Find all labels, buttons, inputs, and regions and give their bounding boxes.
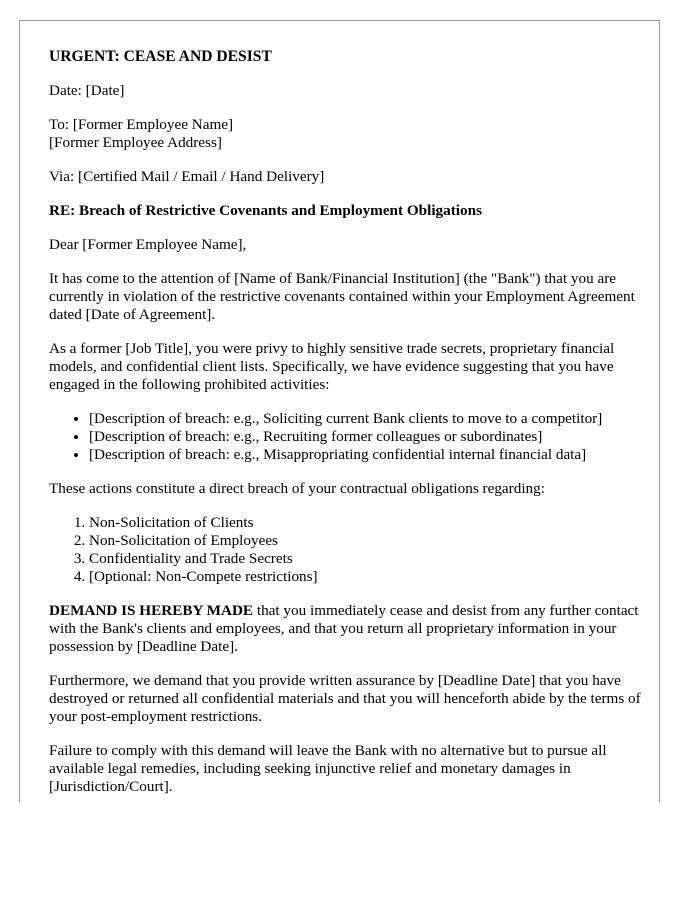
list-item: • [Description of breach: e.g., Recruiting former colleagues or subordinates] (89, 428, 659, 446)
list-item: • [Description of breach: e.g., Misappropriating confidential internal financial data] (89, 446, 659, 464)
list-item: • [Description of breach: e.g., Soliciting current Bank clients to move to a competitor] (89, 410, 659, 428)
list-item: 3. Confidentiality and Trade Secrets (89, 550, 659, 568)
letter-page (19, 20, 660, 802)
list-item: 1. Non-Solicitation of Clients (89, 514, 659, 532)
failure-paragraph: Failure to comply with this demand will leave the Bank with no alternative but to pursue all available legal remedies, including seeking injunctive relief and monetary damages in [Jurisdiction/Court]. (49, 742, 607, 795)
demand-emphasis: DEMAND IS HEREBY MADE (49, 602, 254, 619)
recipient-address-line: [Former Employee Address] (49, 134, 222, 151)
furthermore-paragraph: Furthermore, we demand that you provide written assurance by [Deadline Date] that you have destroyed or returned all confidential materials and that you will henceforth abide by the terms of your post-employment restrictions. (49, 672, 641, 725)
demand-text: that you immediately cease and desist from any further contact with the Bank's clients and employees, and that you return all proprietary information in your possession by [Deadline Date]. (49, 602, 639, 655)
intro-paragraph: It has come to the attention of [Name of Bank/Financial Institution] (the "Bank") that you are currently in violation of the restrictive covenants contained within your Employment Agreement dated [Date of Agreement]. (49, 270, 635, 323)
actions-paragraph: These actions constitute a direct breach of your contractual obligations regarding: (49, 480, 545, 497)
demand-paragraph (49, 602, 659, 656)
delivery-method-line: Via: [Certified Mail / Email / Hand Delivery] (49, 168, 325, 185)
letter-title: URGENT: CEASE AND DESIST (49, 48, 272, 65)
obligations-list (49, 514, 659, 586)
list-item: 2. Non-Solicitation of Employees (89, 532, 659, 550)
recipient-block (49, 116, 659, 152)
recipient-name-line: To: [Former Employee Name] (49, 116, 234, 133)
subject-line: RE: Breach of Restrictive Covenants and Employment Obligations (49, 202, 482, 219)
breach-list (49, 410, 659, 464)
salutation: Dear [Former Employee Name], (49, 236, 247, 253)
list-item: 4. [Optional: Non-Compete restrictions] (89, 568, 659, 586)
date-line: Date: [Date] (49, 82, 125, 99)
former-role-paragraph: As a former [Job Title], you were privy to highly sensitive trade secrets, proprietary financial models, and confidential client lists. Specifically, we have evidence suggesting that you have engaged in the following prohibited activities: (49, 340, 615, 393)
